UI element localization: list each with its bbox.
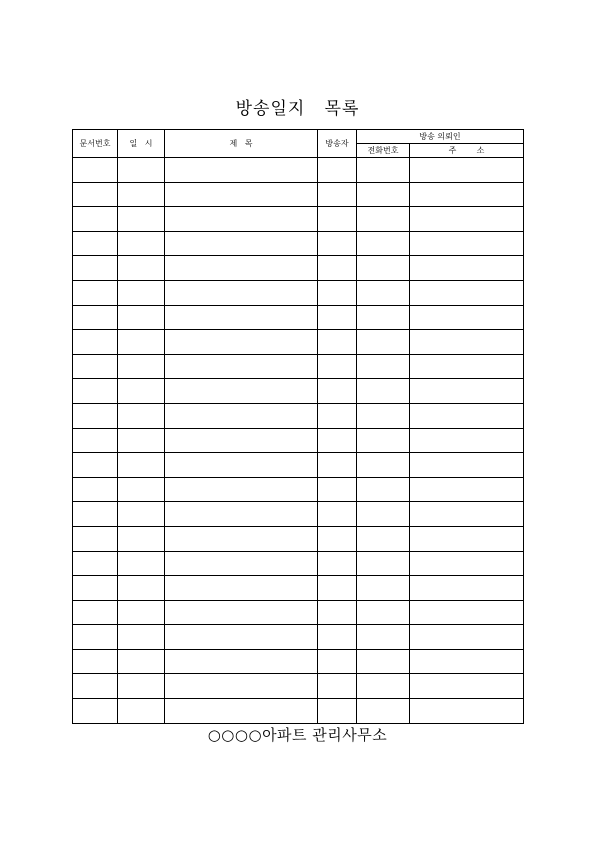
header-subject: 제 목: [165, 130, 318, 158]
cell-doc-no[interactable]: [73, 158, 118, 183]
header-datetime: 일 시: [118, 130, 165, 158]
table-row: [73, 477, 524, 502]
cell-broadcaster[interactable]: [318, 379, 357, 404]
cell-broadcaster[interactable]: [318, 625, 357, 650]
header-requester-group: 방송 의뢰인: [357, 130, 524, 144]
cell-address[interactable]: [410, 403, 524, 428]
cell-phone[interactable]: [357, 576, 410, 601]
cell-subject[interactable]: [165, 477, 318, 502]
cell-phone[interactable]: [357, 231, 410, 256]
cell-datetime[interactable]: [118, 182, 165, 207]
cell-datetime[interactable]: [118, 453, 165, 478]
cell-broadcaster[interactable]: [318, 305, 357, 330]
table-row: [73, 158, 524, 183]
cell-phone[interactable]: [357, 649, 410, 674]
cell-address[interactable]: [410, 699, 524, 724]
cell-broadcaster[interactable]: [318, 330, 357, 355]
cell-datetime[interactable]: [118, 477, 165, 502]
cell-subject[interactable]: [165, 600, 318, 625]
cell-address[interactable]: [410, 330, 524, 355]
cell-doc-no[interactable]: [73, 576, 118, 601]
table-row: [73, 699, 524, 724]
cell-phone[interactable]: [357, 674, 410, 699]
document-title: 방송일지 목록: [235, 99, 360, 119]
cell-address[interactable]: [410, 453, 524, 478]
cell-subject[interactable]: [165, 551, 318, 576]
cell-datetime[interactable]: [118, 354, 165, 379]
cell-address[interactable]: [410, 477, 524, 502]
cell-doc-no[interactable]: [73, 354, 118, 379]
cell-address[interactable]: [410, 649, 524, 674]
table-row: [73, 576, 524, 601]
cell-subject[interactable]: [165, 453, 318, 478]
cell-datetime[interactable]: [118, 379, 165, 404]
cell-datetime[interactable]: [118, 649, 165, 674]
cell-datetime[interactable]: [118, 158, 165, 183]
cell-broadcaster[interactable]: [318, 502, 357, 527]
cell-broadcaster[interactable]: [318, 428, 357, 453]
table-row: [73, 625, 524, 650]
cell-broadcaster[interactable]: [318, 158, 357, 183]
cell-datetime[interactable]: [118, 600, 165, 625]
cell-address[interactable]: [410, 256, 524, 281]
cell-subject[interactable]: [165, 502, 318, 527]
cell-doc-no[interactable]: [73, 305, 118, 330]
table-row: [73, 600, 524, 625]
table-row: [73, 256, 524, 281]
cell-broadcaster[interactable]: [318, 231, 357, 256]
cell-phone[interactable]: [357, 256, 410, 281]
table-row: [73, 453, 524, 478]
cell-phone[interactable]: [357, 600, 410, 625]
cell-subject[interactable]: [165, 699, 318, 724]
cell-subject[interactable]: [165, 526, 318, 551]
cell-doc-no[interactable]: [73, 330, 118, 355]
cell-phone[interactable]: [357, 403, 410, 428]
cell-subject[interactable]: [165, 330, 318, 355]
cell-address[interactable]: [410, 526, 524, 551]
cell-subject[interactable]: [165, 379, 318, 404]
table-row: [73, 674, 524, 699]
cell-broadcaster[interactable]: [318, 280, 357, 305]
cell-doc-no[interactable]: [73, 428, 118, 453]
cell-doc-no[interactable]: [73, 625, 118, 650]
cell-phone[interactable]: [357, 207, 410, 232]
cell-datetime[interactable]: [118, 280, 165, 305]
cell-subject[interactable]: [165, 305, 318, 330]
cell-broadcaster[interactable]: [318, 453, 357, 478]
cell-address[interactable]: [410, 305, 524, 330]
table-row: [73, 231, 524, 256]
cell-subject[interactable]: [165, 674, 318, 699]
cell-doc-no[interactable]: [73, 526, 118, 551]
cell-phone[interactable]: [357, 699, 410, 724]
table-row: [73, 354, 524, 379]
cell-broadcaster[interactable]: [318, 674, 357, 699]
cell-address[interactable]: [410, 354, 524, 379]
table-row: [73, 182, 524, 207]
cell-datetime[interactable]: [118, 502, 165, 527]
cell-address[interactable]: [410, 600, 524, 625]
cell-broadcaster[interactable]: [318, 576, 357, 601]
cell-address[interactable]: [410, 625, 524, 650]
cell-phone[interactable]: [357, 526, 410, 551]
cell-doc-no[interactable]: [73, 379, 118, 404]
cell-phone[interactable]: [357, 330, 410, 355]
cell-subject[interactable]: [165, 403, 318, 428]
cell-datetime[interactable]: [118, 256, 165, 281]
table-row: [73, 379, 524, 404]
header-phone: 전화번호: [357, 144, 410, 158]
cell-subject[interactable]: [165, 280, 318, 305]
cell-doc-no[interactable]: [73, 403, 118, 428]
cell-broadcaster[interactable]: [318, 182, 357, 207]
header-broadcaster: 방송자: [318, 130, 357, 158]
header-doc-no: 문서번호: [73, 130, 118, 158]
cell-doc-no[interactable]: [73, 453, 118, 478]
cell-subject[interactable]: [165, 182, 318, 207]
cell-address[interactable]: [410, 379, 524, 404]
cell-address[interactable]: [410, 674, 524, 699]
cell-address[interactable]: [410, 428, 524, 453]
cell-phone[interactable]: [357, 354, 410, 379]
cell-doc-no[interactable]: [73, 699, 118, 724]
cell-subject[interactable]: [165, 158, 318, 183]
header-row-top: [73, 130, 524, 144]
cell-datetime[interactable]: [118, 526, 165, 551]
cell-address[interactable]: [410, 182, 524, 207]
cell-datetime[interactable]: [118, 428, 165, 453]
cell-datetime[interactable]: [118, 551, 165, 576]
cell-broadcaster[interactable]: [318, 526, 357, 551]
cell-address[interactable]: [410, 231, 524, 256]
cell-subject[interactable]: [165, 256, 318, 281]
header-address: 주 소: [410, 144, 524, 158]
cell-datetime[interactable]: [118, 625, 165, 650]
cell-doc-no[interactable]: [73, 649, 118, 674]
cell-broadcaster[interactable]: [318, 649, 357, 674]
table-row: [73, 280, 524, 305]
table-row: [73, 526, 524, 551]
cell-subject[interactable]: [165, 649, 318, 674]
cell-subject[interactable]: [165, 207, 318, 232]
cell-phone[interactable]: [357, 379, 410, 404]
cell-broadcaster[interactable]: [318, 699, 357, 724]
cell-datetime[interactable]: [118, 305, 165, 330]
cell-datetime[interactable]: [118, 330, 165, 355]
cell-phone[interactable]: [357, 453, 410, 478]
cell-broadcaster[interactable]: [318, 477, 357, 502]
cell-broadcaster[interactable]: [318, 207, 357, 232]
cell-phone[interactable]: [357, 280, 410, 305]
cell-address[interactable]: [410, 551, 524, 576]
cell-phone[interactable]: [357, 551, 410, 576]
cell-doc-no[interactable]: [73, 231, 118, 256]
cell-doc-no[interactable]: [73, 280, 118, 305]
cell-subject[interactable]: [165, 354, 318, 379]
table-row: [73, 502, 524, 527]
cell-doc-no[interactable]: [73, 674, 118, 699]
cell-broadcaster[interactable]: [318, 256, 357, 281]
cell-phone[interactable]: [357, 502, 410, 527]
cell-address[interactable]: [410, 158, 524, 183]
cell-broadcaster[interactable]: [318, 551, 357, 576]
cell-datetime[interactable]: [118, 674, 165, 699]
cell-broadcaster[interactable]: [318, 403, 357, 428]
cell-address[interactable]: [410, 576, 524, 601]
cell-subject[interactable]: [165, 625, 318, 650]
cell-phone[interactable]: [357, 625, 410, 650]
cell-phone[interactable]: [357, 428, 410, 453]
table-row: [73, 305, 524, 330]
table-row: [73, 403, 524, 428]
cell-phone[interactable]: [357, 477, 410, 502]
cell-doc-no[interactable]: [73, 600, 118, 625]
table-row: [73, 207, 524, 232]
cell-datetime[interactable]: [118, 231, 165, 256]
cell-subject[interactable]: [165, 428, 318, 453]
table-row: [73, 428, 524, 453]
cell-doc-no[interactable]: [73, 207, 118, 232]
cell-datetime[interactable]: [118, 207, 165, 232]
cell-address[interactable]: [410, 207, 524, 232]
cell-datetime[interactable]: [118, 576, 165, 601]
cell-broadcaster[interactable]: [318, 354, 357, 379]
office-footer: ○○○○아파트 관리사무소: [207, 726, 388, 744]
cell-subject[interactable]: [165, 231, 318, 256]
cell-doc-no[interactable]: [73, 182, 118, 207]
cell-doc-no[interactable]: [73, 477, 118, 502]
broadcast-log-table: [72, 129, 524, 724]
table-row: [73, 551, 524, 576]
cell-phone[interactable]: [357, 158, 410, 183]
cell-datetime[interactable]: [118, 403, 165, 428]
cell-doc-no[interactable]: [73, 502, 118, 527]
cell-phone[interactable]: [357, 182, 410, 207]
cell-doc-no[interactable]: [73, 256, 118, 281]
cell-address[interactable]: [410, 502, 524, 527]
cell-subject[interactable]: [165, 576, 318, 601]
cell-phone[interactable]: [357, 305, 410, 330]
table-row: [73, 649, 524, 674]
table-body: [73, 158, 524, 724]
cell-broadcaster[interactable]: [318, 600, 357, 625]
table-row: [73, 330, 524, 355]
cell-address[interactable]: [410, 280, 524, 305]
cell-datetime[interactable]: [118, 699, 165, 724]
cell-doc-no[interactable]: [73, 551, 118, 576]
